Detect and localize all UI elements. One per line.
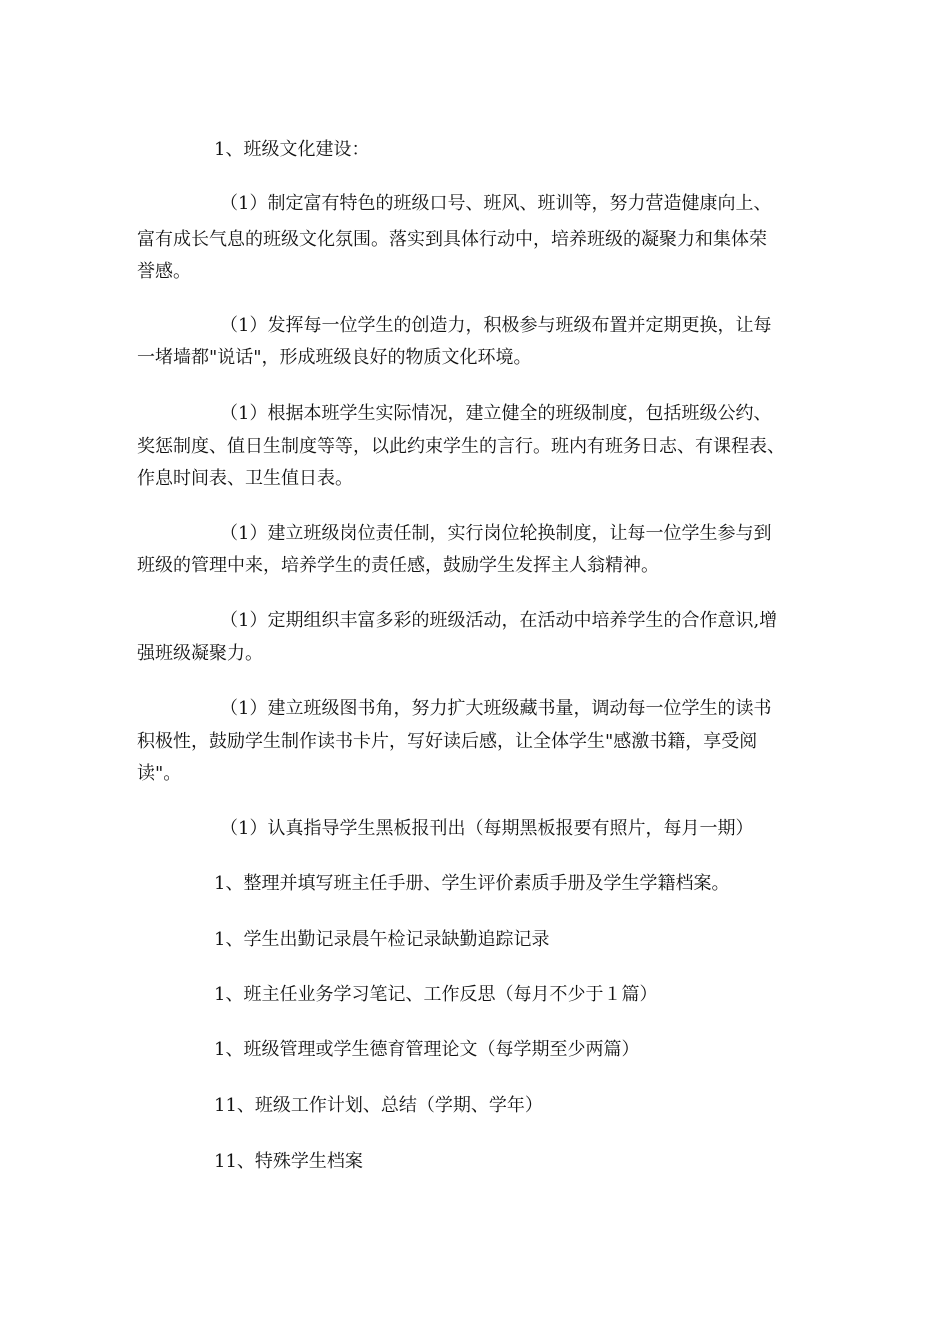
paragraph-line: 作息时间表、卫生值日表。 [137, 468, 353, 489]
list-item: 1、整理并填写班主任手册、学生评价素质手册及学生学籍档案。 [214, 873, 730, 894]
list-item: 1、班级管理或学生德育管理论文（每学期至少两篇） [214, 1039, 640, 1060]
paragraph-line: （1）认真指导学生黑板报刊出（每期黑板报要有照片，每月一期） [220, 818, 754, 839]
paragraph-line: 一堵墙都"说话"，形成班级良好的物质文化环境。 [137, 347, 532, 368]
paragraph-line: 读"。 [137, 763, 182, 784]
paragraph-line: 班级的管理中来，培养学生的责任感，鼓励学生发挥主人翁精神。 [137, 555, 659, 576]
paragraph-line: 誉感。 [137, 261, 191, 282]
paragraph-line: （1）定期组织丰富多彩的班级活动，在活动中培养学生的合作意识,增 [220, 610, 778, 631]
paragraph-line: 强班级凝聚力。 [137, 643, 263, 664]
section-heading: 1、班级文化建设： [214, 139, 370, 160]
paragraph-line: 奖惩制度、值日生制度等等，以此约束学生的言行。班内有班务日志、有课程表、 [137, 436, 785, 457]
paragraph-line: （1）建立班级岗位责任制，实行岗位轮换制度，让每一位学生参与到 [220, 523, 772, 544]
paragraph-line: （1）发挥每一位学生的创造力，积极参与班级布置并定期更换，让每 [220, 315, 772, 336]
paragraph-line: 积极性，鼓励学生制作读书卡片，写好读后感，让全体学生"感激书籍，享受阅 [137, 731, 758, 752]
list-item: 1、班主任业务学习笔记、工作反思（每月不少于１篇） [214, 984, 658, 1005]
list-item: 1、学生出勤记录晨午检记录缺勤追踪记录 [214, 929, 550, 950]
paragraph-line: （1）建立班级图书角，努力扩大班级藏书量，调动每一位学生的读书 [220, 698, 772, 719]
paragraph-line: 富有成长气息的班级文化氛围。落实到具体行动中，培养班级的凝聚力和集体荣 [137, 229, 767, 250]
list-item: 11、班级工作计划、总结（学期、学年） [214, 1095, 543, 1116]
paragraph-line: （1）制定富有特色的班级口号、班风、班训等，努力营造健康向上、 [220, 193, 772, 214]
list-item: 11、特殊学生档案 [214, 1151, 363, 1172]
paragraph-line: （1）根据本班学生实际情况，建立健全的班级制度，包括班级公约、 [220, 403, 772, 424]
